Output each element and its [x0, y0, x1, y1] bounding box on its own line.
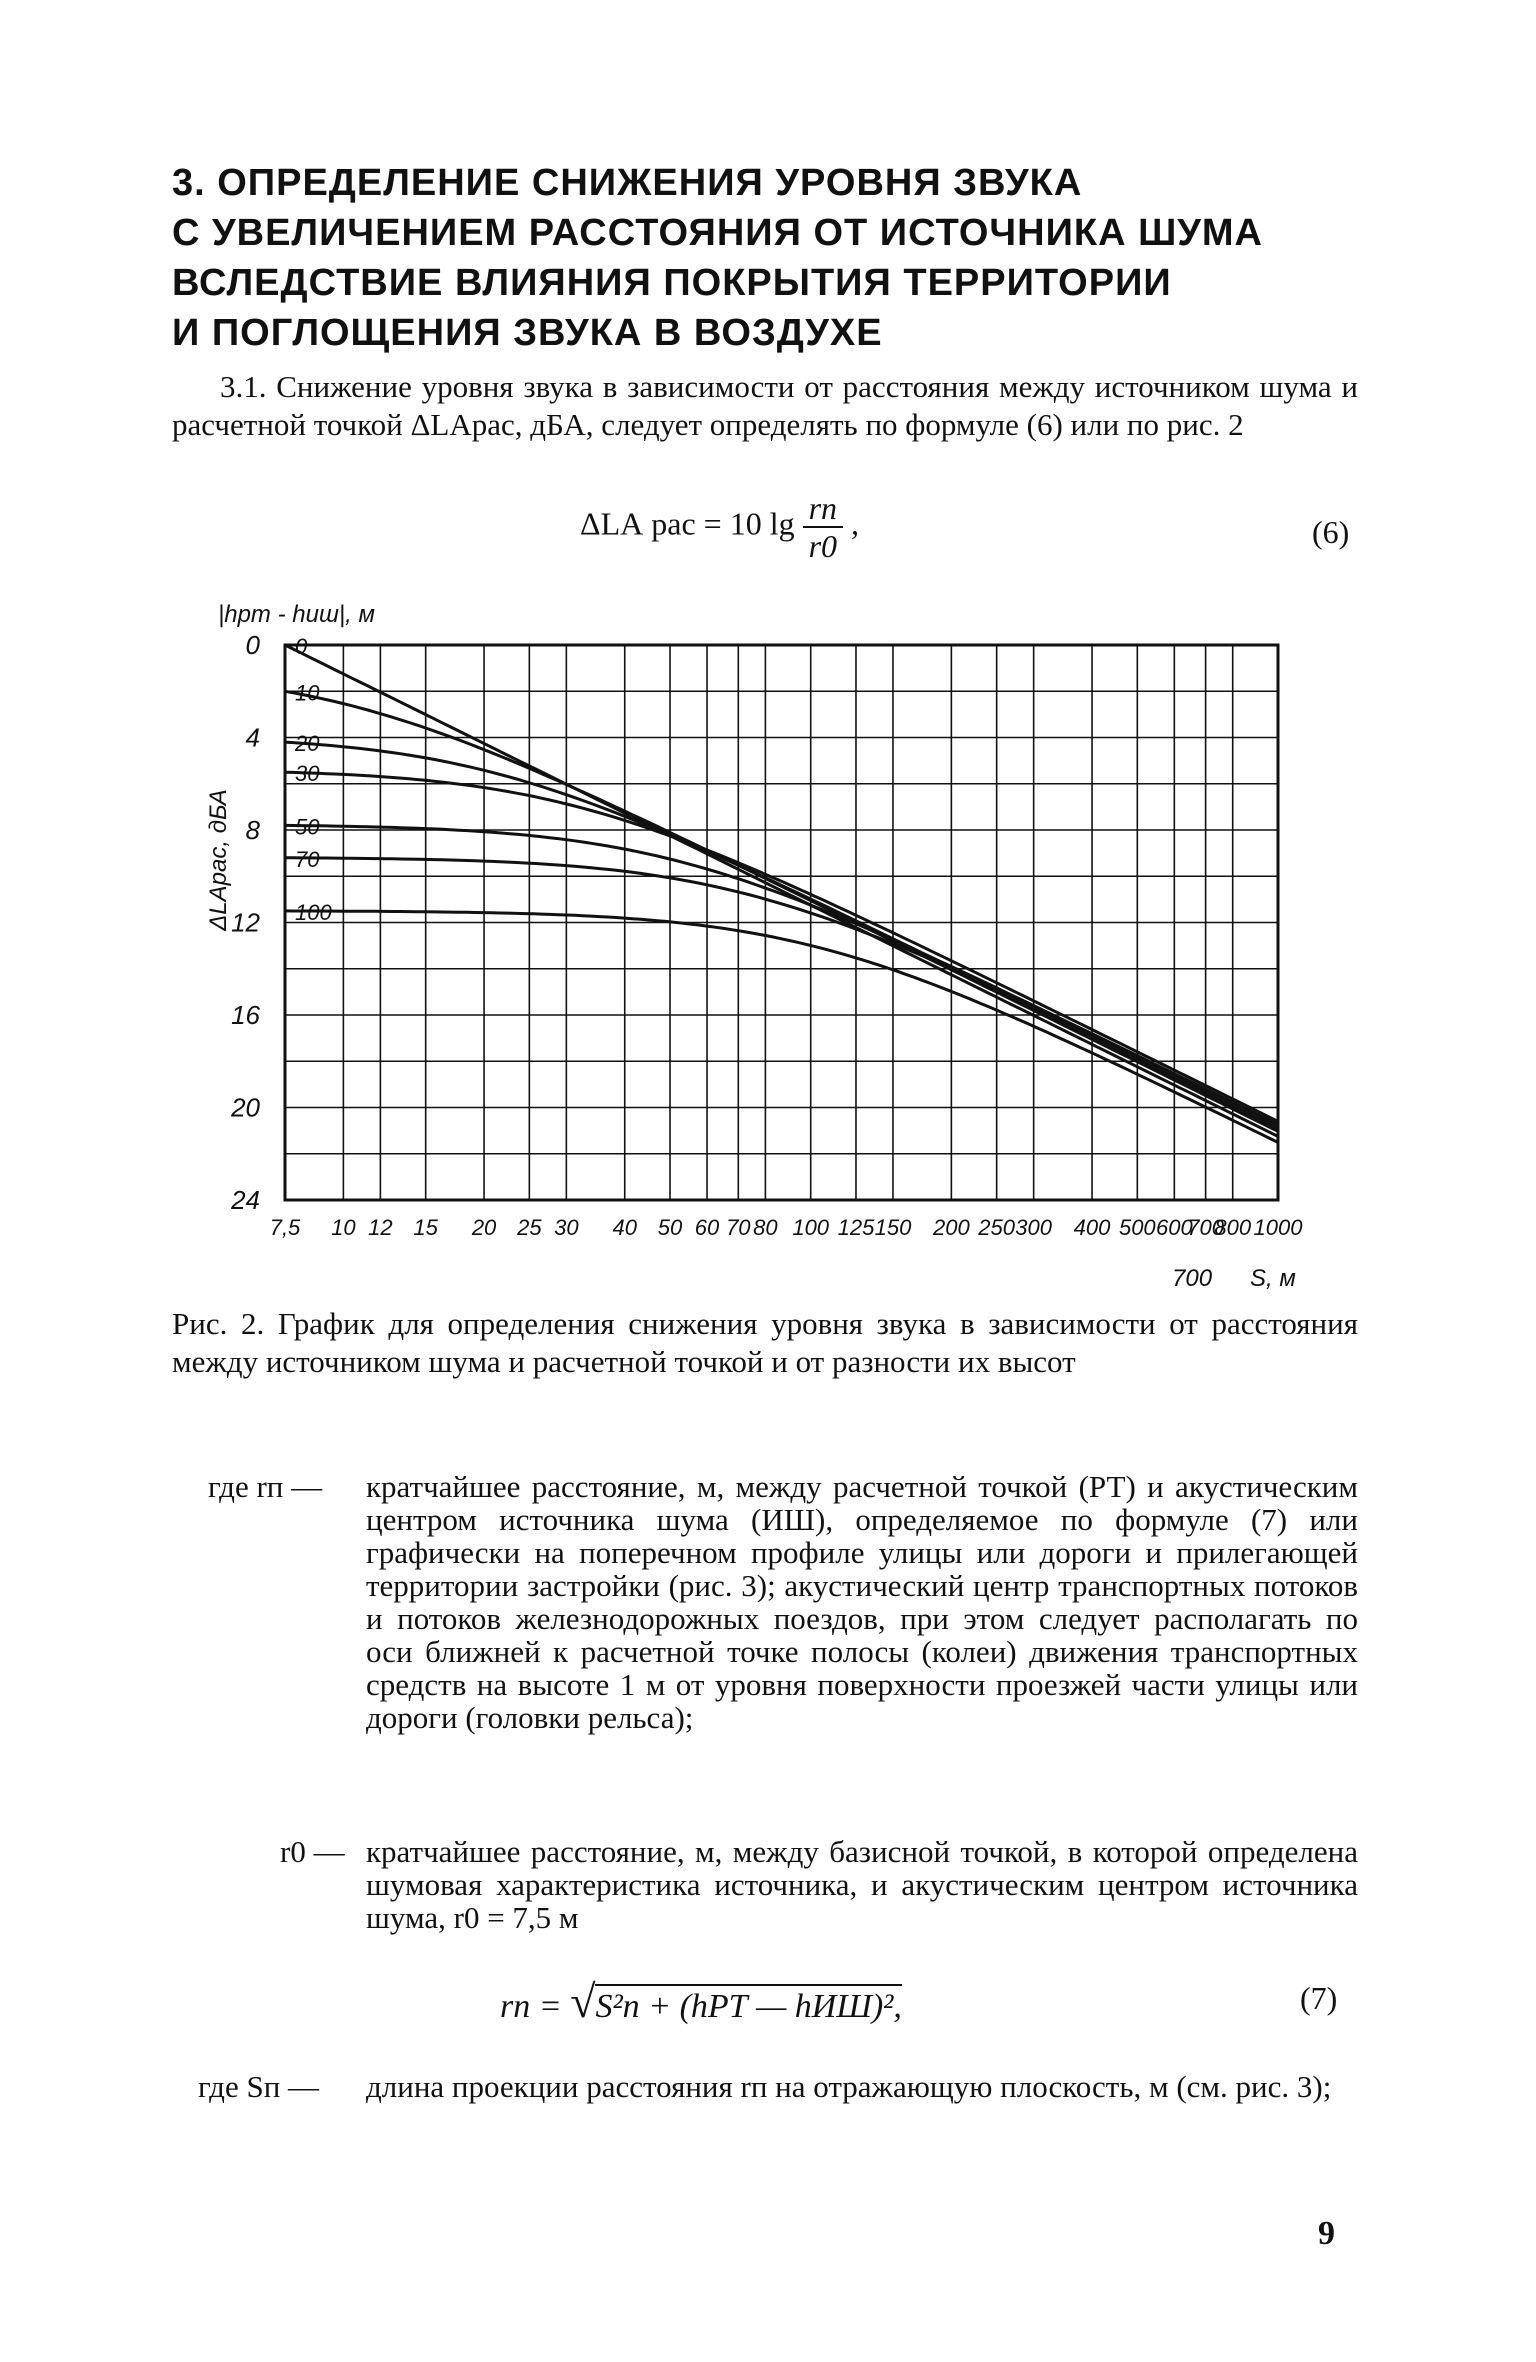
page-number: 9 — [1318, 2215, 1335, 2252]
y-tick-label: 12 — [231, 907, 260, 938]
x-tick-label: 60 — [694, 1215, 720, 1240]
curve-label: 10 — [295, 680, 320, 706]
curve-h-70 — [285, 858, 1278, 1125]
x-tick-label: 1000 — [1253, 1215, 1303, 1240]
x-tick-label: 400 — [1073, 1215, 1111, 1240]
figure-caption: Рис. 2. График для определения снижения уровня звука в зависимости от расстояния между источником шума и расчетной точкой и от разности их высот — [172, 1306, 1358, 1379]
curve-label: 70 — [295, 846, 320, 872]
curve-group-label: |hрт - hиш|, м — [218, 601, 375, 628]
formula-7-lhs: rп = — [500, 1988, 562, 2025]
x-tick-label: 125 — [837, 1215, 875, 1240]
x-tick-label: 40 — [612, 1215, 637, 1240]
chart-grid — [285, 645, 1278, 1200]
chart-curves — [285, 645, 1278, 1142]
heading-line-4: И ПОГЛОЩЕНИЯ ЗВУКА В ВОЗДУХЕ — [172, 312, 883, 354]
y-tick-label: 24 — [231, 1185, 260, 1215]
x-tick-label: 12 — [368, 1215, 393, 1240]
curve-label: 100 — [295, 899, 332, 925]
x-axis-sub-label: 700 — [1172, 1265, 1213, 1292]
y-tick-label: 16 — [231, 1000, 260, 1030]
definition-text: кратчайшее расстояние, м, между базисной точкой, в которой определена шумовая характеристика источника, и акустическим центром источника шума, r0 = 7,5 м — [366, 1834, 1358, 1935]
formula-7 — [500, 1975, 902, 2028]
x-tick-label: 700 — [1187, 1215, 1224, 1240]
formula-6-tail: , — [851, 505, 860, 542]
x-tick-label: 30 — [554, 1215, 579, 1240]
y-tick-label: 20 — [231, 1092, 260, 1123]
x-tick-label: 15 — [413, 1215, 438, 1240]
paragraph-3-1-text: 3.1. Снижение уровня звука в зависимости от расстояния между источником шума и расчетной точкой ΔLАрас, дБА, следует определять по формуле (6) или по рис. 2 — [172, 369, 1358, 442]
definition-term: где rп — — [208, 1469, 323, 1504]
y-tick-label: 0 — [245, 630, 260, 660]
x-tick-label: 20 — [471, 1215, 497, 1240]
definition-text: кратчайшее расстояние, м, между расчетной точкой (РТ) и акустическим центром источника шума (ИШ), определяемое по формуле (7) или графически на поперечном профиле улицы или дороги и прилегающей территории застройки (рис. 3); акустический центр транспортных потоков и потоков железнодорожных поездов, при этом следует располагать по оси ближней к расчетной точке полосы (колеи) движения транспортных средств на высоте 1 м от уровня поверхности проезжей части улицы или дороги (головки рельса); — [366, 1469, 1358, 1735]
definitions-list — [208, 1469, 1358, 1935]
x-tick-label: 600 — [1155, 1215, 1193, 1240]
curve-h-0 — [285, 645, 1278, 1136]
x-tick-label: 70 — [726, 1215, 751, 1240]
x-tick-label: 250 — [978, 1215, 1016, 1240]
heading-line-1: 3. ОПРЕДЕЛЕНИЕ СНИЖЕНИЯ УРОВНЯ ЗВУКА — [172, 162, 1083, 204]
y-axis-label: ΔLАрас, дБА — [205, 789, 232, 931]
x-tick-label: 800 — [1214, 1215, 1252, 1240]
curve-h-50 — [285, 825, 1278, 1125]
heading-line-2: С УВЕЛИЧЕНИЕМ РАССТОЯНИЯ ОТ ИСТОЧНИКА ШУМА — [172, 212, 1263, 254]
x-tick-label: 25 — [517, 1215, 542, 1240]
x-tick-label: 100 — [792, 1215, 830, 1240]
formula-7-number: (7) — [1300, 1980, 1338, 2016]
x-axis-label: S, м — [1250, 1265, 1296, 1292]
formula-6-lhs: ΔLА рас = 10 lg — [580, 505, 795, 542]
definition-term: r0 — — [280, 1834, 345, 1869]
y-tick-label: 8 — [245, 815, 260, 845]
curve-label: 30 — [295, 761, 320, 787]
formula-7-body: S²п + (hРТ — hИШ)², — [595, 1984, 901, 2025]
curve-label: 20 — [295, 731, 320, 757]
formula-6-number: (6) — [1312, 514, 1350, 550]
definition-text: длина проекции расстояния rп на отражающую плоскость, м (см. рис. 3); — [366, 2069, 1332, 2104]
definition-term: где Sп — — [198, 2069, 320, 2104]
definitions-list-2 — [198, 2069, 1358, 2150]
formula-6-numerator: rп — [803, 490, 843, 528]
x-tick-label: 500 — [1118, 1215, 1156, 1240]
x-tick-label: 80 — [753, 1215, 778, 1240]
x-tick-label: 200 — [933, 1215, 970, 1240]
x-tick-label: 150 — [874, 1215, 912, 1240]
sqrt-icon: √ — [570, 1976, 596, 2027]
x-tick-label: 50 — [657, 1215, 683, 1240]
x-tick-label: 10 — [331, 1215, 356, 1240]
heading-line-3: ВСЛЕДСТВИЕ ВЛИЯНИЯ ПОКРЫТИЯ ТЕРРИТОРИИ — [172, 262, 1172, 304]
y-tick-label: 4 — [245, 722, 260, 753]
curve-label: 50 — [295, 814, 320, 840]
formula-6-denominator: r0 — [808, 528, 838, 564]
curve-label: 0 — [295, 634, 308, 659]
x-tick-label: 7,5 — [269, 1215, 301, 1240]
x-tick-label: 300 — [1015, 1215, 1053, 1240]
